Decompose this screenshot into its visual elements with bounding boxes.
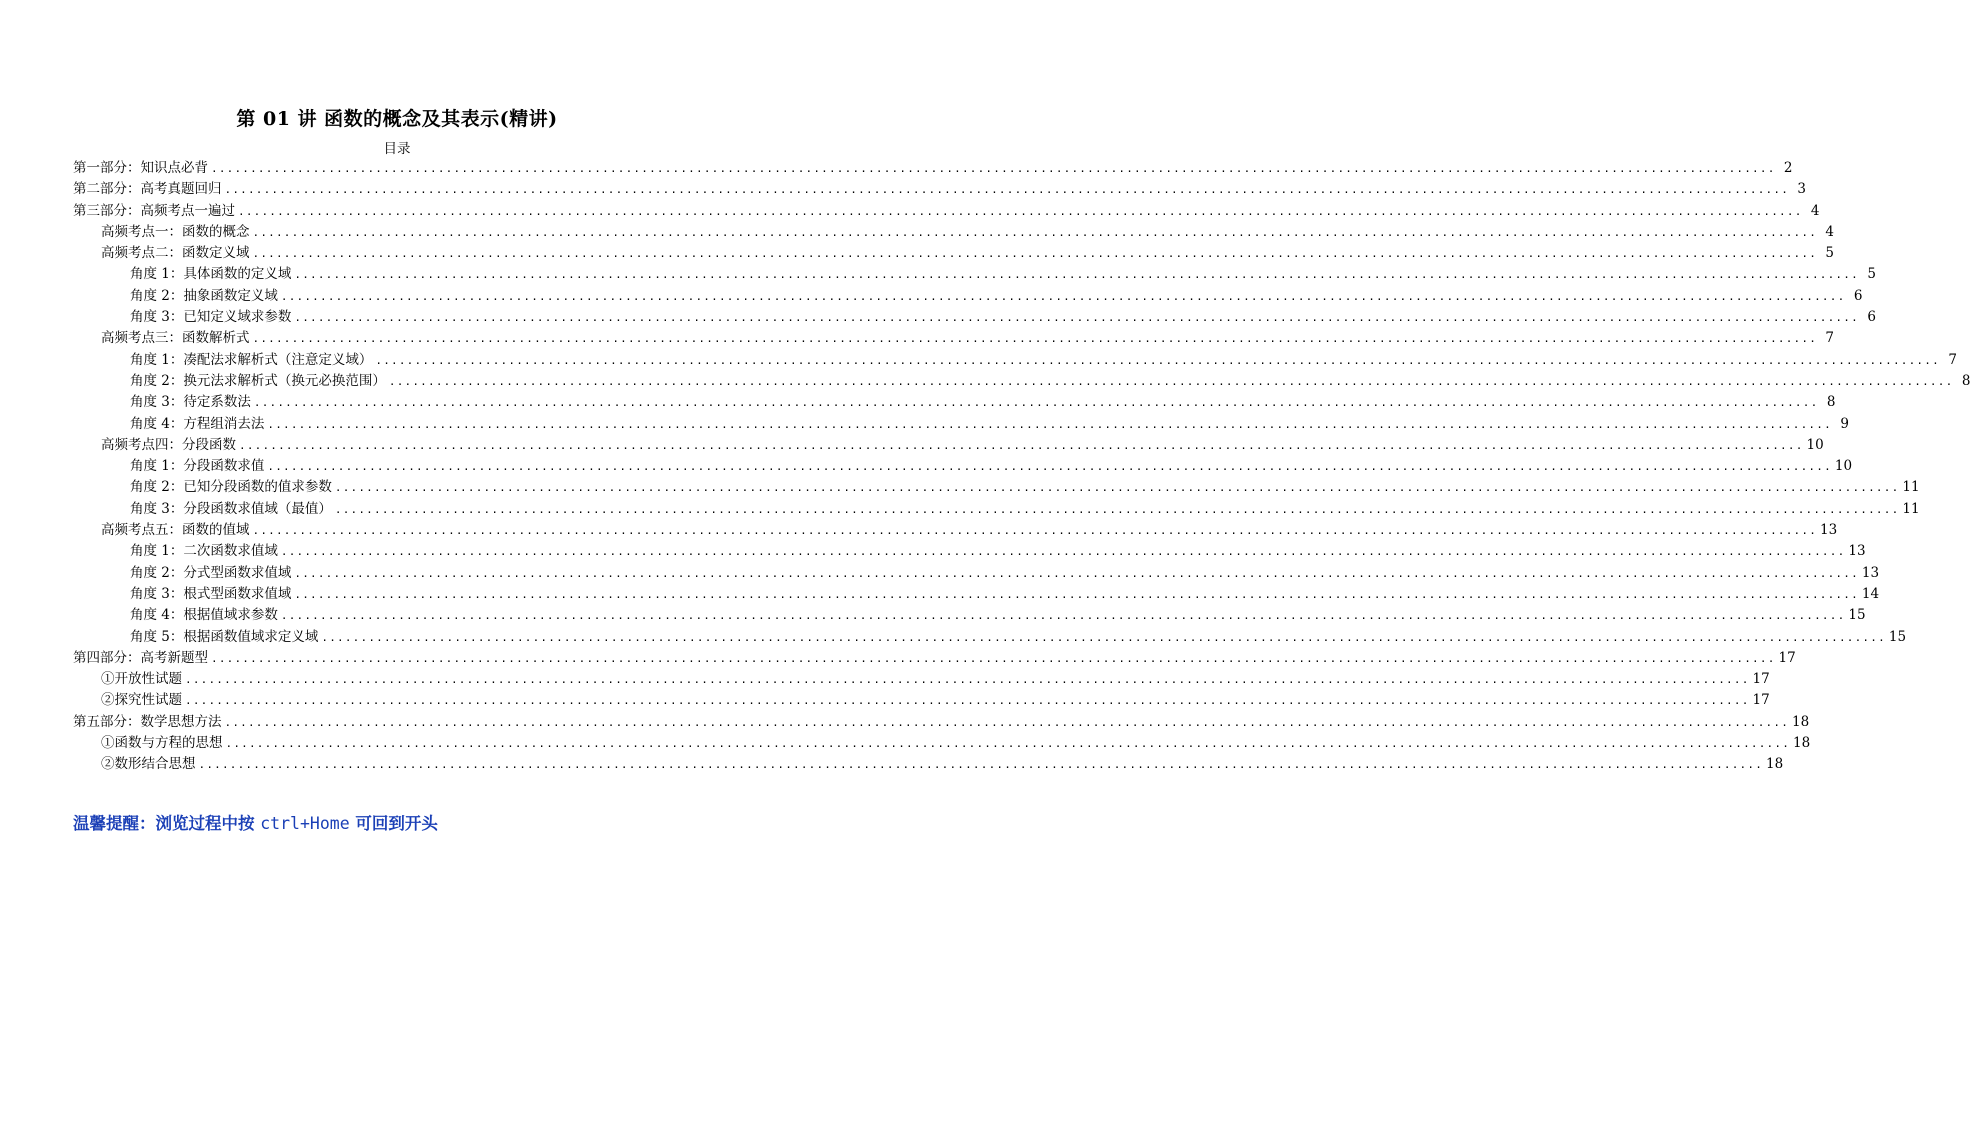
toc-entry-label: 第四部分：高考新题型 (73, 649, 208, 666)
toc-dot-leader: ........................................................................................................................................................................................................ (294, 268, 1859, 282)
toc-entry-page: 18 (1793, 735, 1811, 752)
toc-entry-page: 8 (1826, 394, 1836, 411)
toc-entry[interactable] (73, 286, 1863, 307)
toc-dot-leader: ........................................................................................................................................................................................................ (252, 247, 1818, 261)
toc-dot-leader: ........................................................................................................................................................................................................ (198, 758, 1764, 772)
toc-entry[interactable] (73, 520, 1838, 541)
reminder-shortcut: ctrl+Home (260, 814, 350, 833)
toc-entry[interactable] (73, 158, 1793, 179)
toc-entry-label: 角度 2：分式型函数求值域 (130, 564, 292, 581)
toc-dot-leader: ........................................................................................................................................................................................................ (239, 438, 1804, 452)
toc-entry-page: 6 (1853, 287, 1863, 304)
toc-entry-page: 18 (1792, 713, 1810, 730)
toc-entry[interactable] (73, 350, 1957, 371)
toc-dot-leader: ........................................................................................................................................................................................................ (224, 183, 1790, 197)
toc-dot-leader: ........................................................................................................................................................................................................ (225, 737, 1791, 751)
toc-entry[interactable] (73, 605, 1866, 626)
toc-entry-label: ①函数与方程的思想 (101, 735, 223, 752)
toc-entry-page: 10 (1806, 436, 1824, 453)
toc-dot-leader: ........................................................................................................................................................................................................ (185, 673, 1750, 687)
toc-entry[interactable] (73, 456, 1853, 477)
toc-dot-leader: ........................................................................................................................................................................................................ (280, 545, 1846, 559)
toc-entry[interactable] (73, 201, 1820, 222)
toc-entry-page: 7 (1825, 330, 1835, 347)
toc-entry-label: ①开放性试题 (101, 671, 182, 688)
toc-entry-page: 15 (1848, 607, 1866, 624)
toc-entry-label: 第五部分：数学思想方法 (73, 713, 222, 730)
toc-dot-leader: ........................................................................................................................................................................................................ (294, 311, 1859, 325)
toc-entry-label: 角度 3：待定系数法 (130, 394, 251, 411)
toc-entry-page: 6 (1867, 309, 1876, 326)
toc-dot-leader: ........................................................................................................................................................................................................ (252, 332, 1818, 346)
toc-entry[interactable] (73, 648, 1796, 669)
toc-entry[interactable] (73, 563, 1880, 584)
toc-entry[interactable] (73, 307, 1876, 328)
toc-entry[interactable] (73, 392, 1836, 413)
toc-entry-page: 2 (1783, 160, 1793, 176)
toc-entry[interactable] (73, 477, 1920, 498)
toc-entry[interactable] (73, 264, 1876, 285)
toc-entry-page: 10 (1834, 458, 1853, 475)
reminder-note (73, 810, 438, 834)
toc-entry-label: 角度 4：根据值域求参数 (130, 607, 278, 624)
toc-dot-leader: ........................................................................................................................................................................................................ (334, 481, 1900, 495)
toc-dot-leader: ........................................................................................................................................................................................................ (238, 204, 1803, 218)
toc-entry-page: 18 (1766, 756, 1784, 773)
toc-entry[interactable] (73, 371, 1970, 392)
toc-entry-label: 高频考点五：函数的值域 (101, 522, 250, 539)
toc-dot-leader: ........................................................................................................................................................................................................ (375, 353, 1940, 367)
toc-entry-label: 第二部分：高考真题回归 (73, 181, 222, 198)
toc-entry[interactable] (73, 435, 1824, 456)
toc-dot-leader: ........................................................................................................................................................................................................ (280, 609, 1846, 623)
toc-entry-page: 17 (1752, 671, 1770, 688)
toc-entry[interactable] (73, 222, 1835, 243)
toc-entry-page: 9 (1840, 415, 1849, 432)
toc-entry-page: 15 (1888, 628, 1907, 645)
toc-dot-leader: ........................................................................................................................................................................................................ (224, 715, 1790, 729)
toc-dot-leader: ........................................................................................................................................................................................................ (253, 396, 1819, 410)
toc-dot-leader: ........................................................................................................................................................................................................ (267, 417, 1832, 431)
toc-entry-page: 3 (1797, 181, 1807, 198)
toc-entry-label: 角度 3：根式型函数求值域 (130, 585, 292, 602)
toc-entry[interactable] (73, 179, 1807, 200)
toc-entry-page: 17 (1752, 692, 1770, 709)
toc-entry[interactable] (73, 627, 1907, 648)
toc-entry[interactable] (73, 584, 1880, 605)
toc-dot-leader: ........................................................................................................................................................................................................ (252, 524, 1818, 538)
toc-dot-leader: ........................................................................................................................................................................................................ (280, 289, 1846, 303)
toc-entry[interactable] (73, 243, 1835, 264)
reminder-prefix: 温馨提醒：浏览过程中按 (73, 814, 255, 833)
toc-dot-leader: ........................................................................................................................................................................................................ (334, 502, 1900, 516)
toc-entry-label: 高频考点四：分段函数 (101, 436, 236, 453)
toc-dot-leader: ........................................................................................................................................................................................................ (294, 566, 1859, 580)
toc-dot-leader: ........................................................................................................................................................................................................ (388, 374, 1954, 388)
toc-entry-label: 角度 1：分段函数求值 (130, 458, 265, 475)
toc-entry-page: 13 (1848, 543, 1866, 560)
toc-entry-page: 4 (1825, 223, 1835, 240)
toc-entry-page: 11 (1902, 500, 1920, 517)
toc-entry[interactable] (73, 414, 1849, 435)
toc-entry-page: 13 (1861, 564, 1880, 581)
toc-entry-label: 角度 3：已知定义域求参数 (130, 309, 292, 326)
toc-entry-label: 第一部分：知识点必背 (73, 160, 208, 176)
toc-entry-label: ②探究性试题 (101, 692, 182, 709)
toc-entry-page: 13 (1820, 522, 1838, 539)
toc-entry-page: 17 (1778, 649, 1796, 666)
toc-dot-leader: ........................................................................................................................................................................................................ (211, 162, 1776, 175)
toc-entry-page: 11 (1902, 479, 1920, 496)
toc-entry[interactable] (73, 712, 1810, 733)
toc-entry-label: 角度 2：抽象函数定义域 (130, 287, 278, 304)
toc-heading: 目录 (383, 141, 411, 157)
toc-entry-label: 角度 5：根据函数值域求定义域 (130, 628, 319, 645)
toc-entry-label: 第三部分：高频考点一遍过 (73, 202, 235, 219)
toc-dot-leader: ........................................................................................................................................................................................................ (211, 651, 1776, 665)
toc-entry-label: ②数形结合思想 (101, 756, 196, 773)
toc-entry[interactable] (73, 733, 1811, 754)
toc-dot-leader: ........................................................................................................................................................................................................ (185, 694, 1750, 708)
toc-entry-label: 角度 2：已知分段函数的值求参数 (130, 479, 332, 496)
toc-entry-page: 5 (1825, 245, 1835, 262)
table-of-contents (73, 158, 1970, 776)
toc-entry[interactable] (73, 754, 1784, 775)
toc-entry[interactable] (73, 541, 1866, 562)
toc-entry-label: 高频考点一：函数的概念 (101, 223, 250, 240)
toc-entry-page: 5 (1867, 266, 1876, 283)
toc-entry-label: 角度 1：凑配法求解析式（注意定义域） (130, 351, 373, 368)
toc-entry[interactable] (73, 328, 1835, 349)
toc-entry[interactable] (73, 669, 1770, 690)
toc-entry-label: 角度 3：分段函数求值域（最值） (130, 500, 332, 517)
toc-entry[interactable] (73, 499, 1920, 520)
toc-entry-label: 角度 2：换元法求解析式（换元必换范围） (130, 372, 386, 389)
reminder-suffix: 可回到开头 (355, 814, 438, 833)
toc-entry-page: 7 (1948, 351, 1957, 368)
toc-entry-label: 高频考点二：函数定义域 (101, 245, 250, 262)
toc-entry-label: 高频考点三：函数解析式 (101, 330, 250, 347)
toc-dot-leader: ........................................................................................................................................................................................................ (294, 587, 1859, 601)
toc-entry-label: 角度 4：方程组消去法 (130, 415, 265, 432)
toc-entry-page: 8 (1961, 372, 1970, 389)
toc-entry-label: 角度 1：二次函数求值域 (130, 543, 278, 560)
toc-dot-leader: ........................................................................................................................................................................................................ (321, 630, 1886, 644)
toc-entry-page: 4 (1810, 202, 1820, 219)
toc-dot-leader: ........................................................................................................................................................................................................ (252, 225, 1818, 239)
document-title: 第 01 讲 函数的概念及其表示(精讲) (236, 108, 558, 130)
toc-entry-page: 14 (1861, 585, 1880, 602)
toc-entry[interactable] (73, 690, 1770, 711)
toc-dot-leader: ........................................................................................................................................................................................................ (267, 460, 1832, 474)
toc-entry-label: 角度 1：具体函数的定义域 (130, 266, 292, 283)
